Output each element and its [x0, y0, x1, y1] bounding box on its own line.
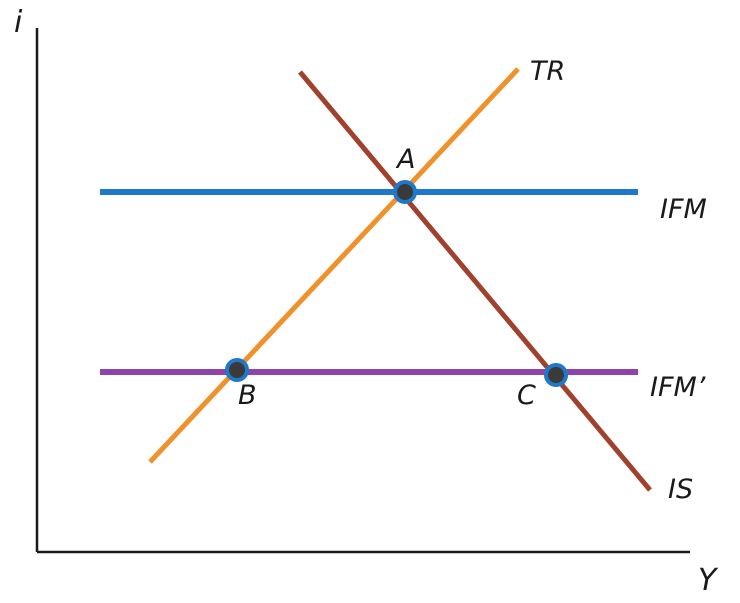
x-axis-label: Y	[698, 563, 717, 598]
tr-label: TR	[530, 56, 566, 87]
ifm-prime-label: IFM’	[650, 372, 706, 403]
point-b-marker	[227, 360, 247, 380]
point-a-label: A	[397, 144, 416, 175]
point-b-label: B	[238, 380, 257, 411]
point-c-marker	[546, 365, 566, 385]
y-axis-label: i	[14, 5, 23, 40]
point-c-label: C	[517, 380, 536, 411]
point-a-marker	[395, 182, 415, 202]
ifm-label: IFM	[660, 194, 707, 225]
is-label: IS	[668, 474, 694, 505]
is-curve	[300, 72, 650, 490]
